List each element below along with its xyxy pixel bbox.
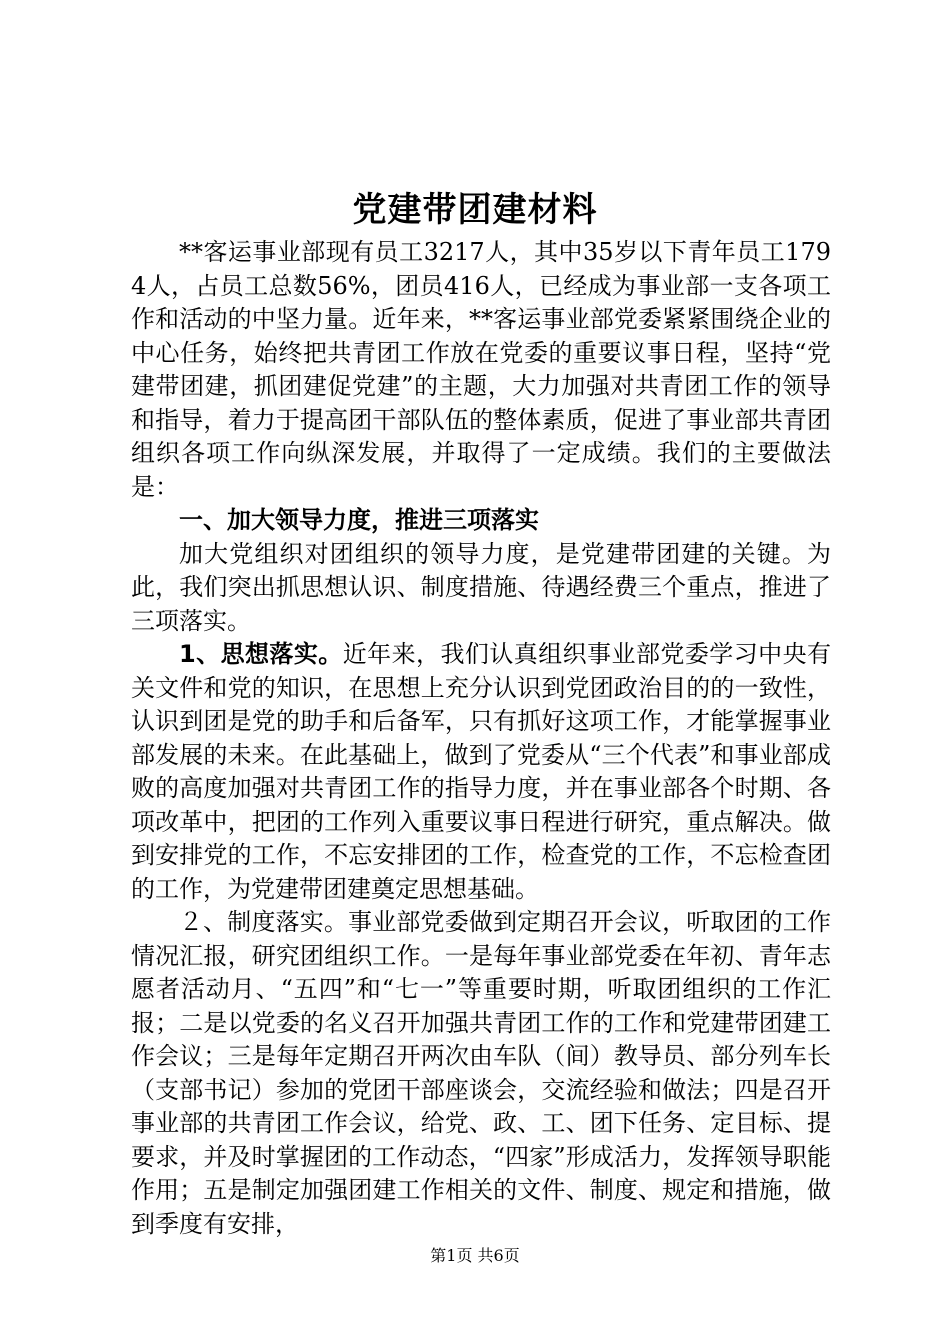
document-body (131, 236, 831, 1241)
section-heading-1: 一、加大领导力度，推进三项落实 (179, 506, 539, 534)
page-footer: 第1页 共6页 (430, 1246, 520, 1265)
paragraph-thought-text: 近年来，我们认真组织事业部党委学习中央有关文件和党的知识，在思想上充分认识到党团政治目的的一致性，认识到团是党的助手和后备军，只有抓好这项工作，才能掌握事业部发展的未来。在此基础上，做到了党委从“三个代表”和事业部成败的高度加强对共青团工作的指导力度，并在事业部各个时期、各项改革中，把团的工作列入重要议事日程进行研究，重点解决。做到安排党的工作，不忘安排团的工作，检查党的工作，不忘检查团的工作，为党建带团建奠定思想基础。 (131, 640, 832, 903)
paragraph-section-1-intro-text: 加大党组织对团组织的领导力度，是党建带团建的关键。为此，我们突出抓思想认识、制度措施、待遇经费三个重点，推进了三项落实。 (131, 539, 831, 635)
paragraph-thought-implementation (131, 638, 831, 906)
paragraph-intro-text: **客运事业部现有员工3217人，其中35岁以下青年员工1794人，占员工总数56%，团员416人，已经成为事业部一支各项工作和活动的中坚力量。近年来，**客运事业部党委紧紧围绕企业的中心任务，始终把共青团工作放在党委的重要议事日程，坚持“党建带团建，抓团建促党建”的主题，大力加强对共青团工作的领导和指导，着力于提高团干部队伍的整体素质，促进了事业部共青团组织各项工作向纵深发展，并取得了一定成绩。我们的主要做法是： (131, 238, 831, 501)
paragraph-section-1-intro (131, 538, 831, 639)
document-title: 党建带团建材料 (352, 190, 598, 230)
paragraph-system-implementation (131, 906, 831, 1241)
paragraph-lead-thought: 1、思想落实。 (179, 640, 343, 668)
paragraph-system-text: ２、制度落实。事业部党委做到定期召开会议，听取团的工作情况汇报，研究团组织工作。一是每年事业部党委在年初、青年志愿者活动月、“五四”和“七一”等重要时期，听取团组织的工作汇报；二是以党委的名义召开加强共青团工作的工作和党建带团建工作会议；三是每年定期召开两次由车队（间）教导员、部分列车长（支部书记）参加的党团干部座谈会，交流经验和做法；四是召开事业部的共青团工作会议，给党、政、工、团下任务、定目标、提要求，并及时掌握团的工作动态，“四家”形成活力，发挥领导职能作用；五是制定加强团建工作相关的文件、制度、规定和措施，做到季度有安排， (131, 908, 831, 1238)
paragraph-intro (131, 236, 831, 504)
